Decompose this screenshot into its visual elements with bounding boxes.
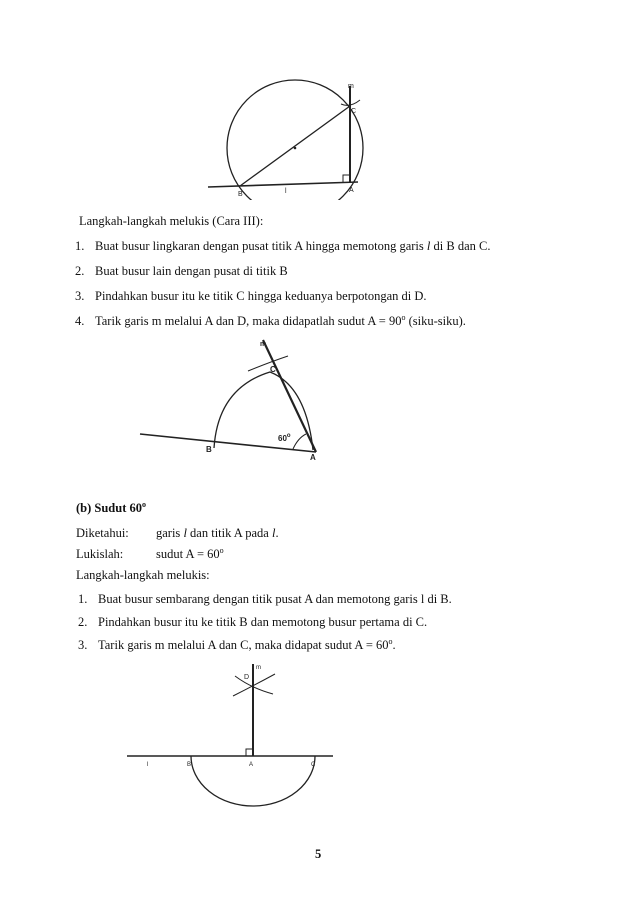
section2-steps-title: Langkah-langkah melukis: [76,568,210,582]
fig1-line-l [208,182,358,187]
degree-sup: o [219,545,224,555]
fig3-label-c: C [311,762,316,768]
step-text: Buat busur sembarang dengan titik pusat A dan memotong garis l di B. [98,592,452,606]
known-label: Diketahui: [76,526,129,540]
draw-label: Lukislah: [76,547,124,561]
section1-step-4 [75,314,466,329]
fig2-arc-main [214,372,313,450]
step-italic: l [426,239,431,253]
draw-text: sudut A = 60 [156,547,220,561]
section2-draw [76,547,224,562]
figure-right-angle-cara3 [200,78,370,200]
known-italic: l [183,526,187,540]
section2-step-1 [78,592,452,607]
step-text-end: di B dan C. [430,239,491,253]
degree-sup: o [388,636,393,646]
fig3-label-a: A [249,762,254,768]
fig1-right-angle-mark [343,175,350,182]
degree-sup: o [142,499,146,509]
step-number: 2. [78,615,88,629]
step-number: 2. [75,264,85,278]
fig1-label-c: C [351,108,357,115]
step-text: Tarik garis m melalui A dan C, maka didapat sudut A = 60 [98,638,389,652]
figure-perpendicular-construction [125,660,335,810]
figure-sixty-degree-angle [138,338,388,462]
fig3-label-d: D [244,674,250,681]
fig1-label-l: l [285,188,287,195]
fig3-label-m: m [256,665,261,671]
fig2-angle-arc [293,434,306,449]
fig2-arc-c [248,356,288,371]
fig3-label-b: B [187,762,192,768]
step-text: Pindahkan busur itu ke titik B dan memotong busur pertama di C. [98,615,428,629]
page-number: 5 [315,847,322,861]
section2-known [76,526,279,541]
fig1-line-bc [240,106,350,186]
fig1-label-b: B [238,191,243,198]
heading-text: (b) Sudut 60 [76,501,142,515]
known-text-2: dan titik A pada [186,526,272,540]
section1-step-1 [75,239,490,254]
step-text-end: (siku-siku). [405,314,466,328]
section1-title: Langkah-langkah melukis (Cara III): [79,214,264,228]
section2-heading [76,501,146,516]
step-number: 3. [78,638,88,652]
section1-step-2 [75,264,288,279]
fig1-label-m: m [348,83,354,90]
fig3-label-l: l [147,762,149,768]
fig2-label-angle: 60$^o$ [278,433,291,443]
fig2-label-c: C [270,365,276,374]
step-text: Tarik garis m melalui A dan D, maka didapatlah sudut A = 90 [95,314,402,328]
step-text: Buat busur lingkaran dengan pusat titik A hingga memotong garis [95,239,427,253]
fig2-label-b: B [206,445,212,454]
step-number: 1. [75,239,85,253]
step-text-end: . [392,638,396,652]
step-number: 3. [75,289,85,303]
fig1-label-a: A [349,187,354,194]
fig2-label-m: m [260,341,267,348]
fig2-label-a: A [310,453,316,462]
step-text: Buat busur lain dengan pusat di titik B [95,264,288,278]
section2-step-3 [78,638,396,653]
degree-sup: o [401,312,406,322]
fig3-right-angle-mark [246,749,253,756]
known-text: garis [156,526,184,540]
section1-step-3 [75,289,427,304]
known-italic-2: l [271,526,276,540]
step-number: 1. [78,592,88,606]
step-number: 4. [75,314,85,328]
known-text-3: . [275,526,279,540]
fig1-center-dot [294,147,297,150]
section2-step-2 [78,615,427,630]
step-text: Pindahkan busur itu ke titik C hingga keduanya berpotongan di D. [95,289,427,303]
